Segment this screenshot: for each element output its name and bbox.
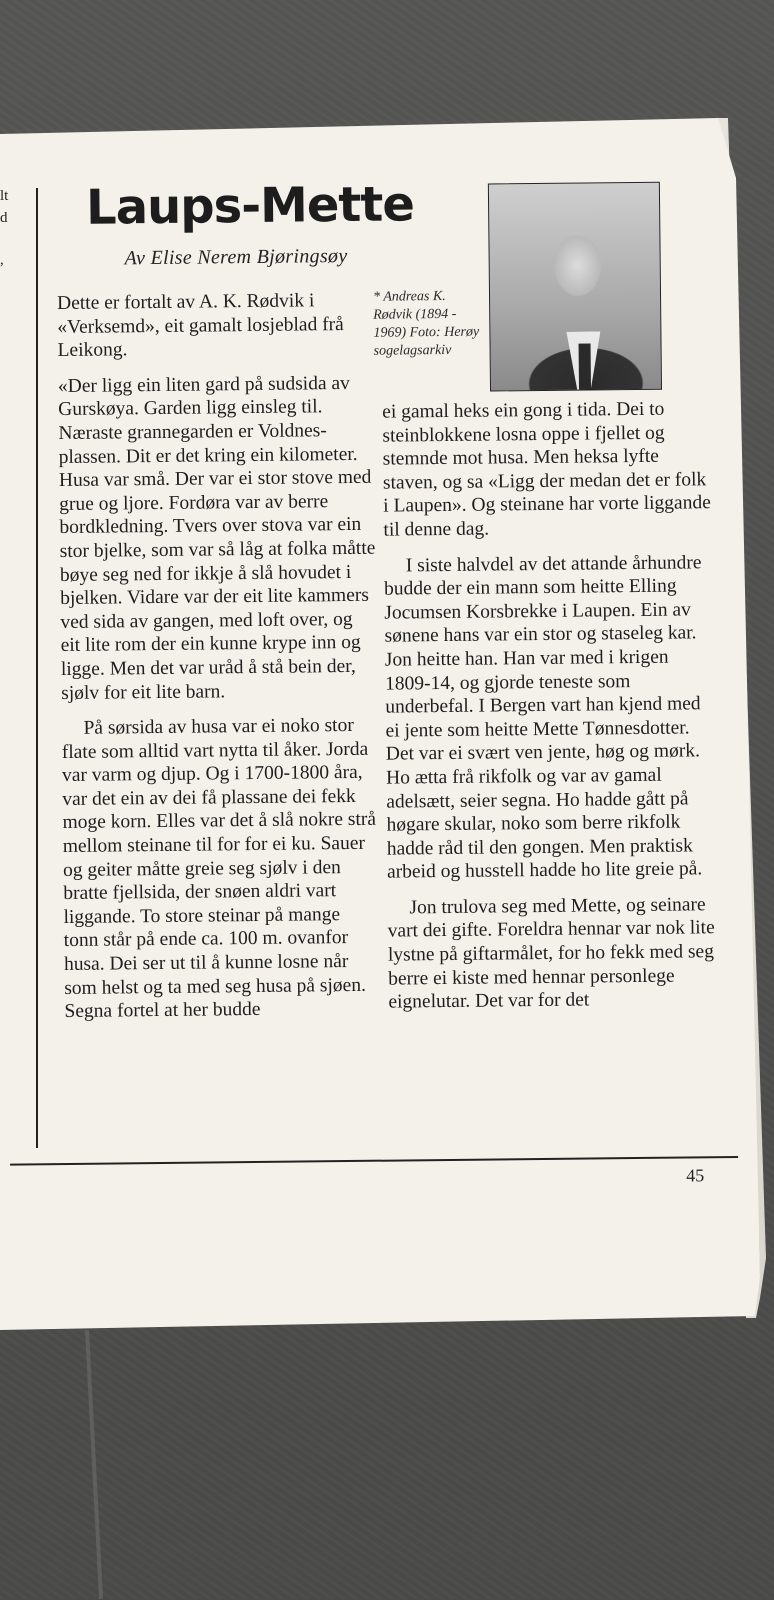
portrait-photo [488,182,662,392]
paragraph: Jon trulova seg med Mette, og seinare vart dei gifte. Foreldra hennar var nok lite lystne på giftarmålet, for ho fekk med seg berre ei kiste med hennar personlege eignelutar. Det var for det [387,894,715,1013]
text-column-1 [57,289,381,1036]
facing-page-line: , [0,252,4,268]
paragraph: I siste halvdel av det attande århundre budde der ein mann som heitte Elling Jocumsen Korsbrekke i Laupen. Ein av sønene hans var ein stor og staseleg kar. Jon heitte han. Han var med i krigen 1809-14, og gjorde teneste som underbefal. I Bergen vart han kjend med ei jente som heitte Mette Tønnesdotter. Det var ei svært ven jente, høg og mørk. Ho ætta frå rikfolk og var av gamal adelsætt, seier segna. Ho hadde gått på høgare skular, noko som berre rikfolk hadde råd til den gongen. Men praktisk arbeid og husstell hadde ho lite greie på. [383,551,703,883]
necktie [579,343,591,389]
paragraph: ei gamal heks ein gong i tida. Dei to steinblokkene losna oppe i fjellet og stemnde mot husa. Men heksa lyfte staven, og sa «Ligg der medan det er folk i Laupen». Og steinane har vorte liggande til denne dag. [382,398,711,541]
page-number: 45 [686,1165,705,1186]
footer-rule [10,1156,738,1166]
facing-page-line: d [0,210,8,226]
text-column-2 [382,397,719,1026]
paragraph: Dette er fortalt av A. K. Rødvik i «Verksemd», eit gamalt losjeblad frå Leikong. [56,290,344,362]
paragraph: På sørsida av husa var ei noko stor flate som alltid vart nytta til åker. Jorda var varm og djup. Og i 1700-1800 åra, var det ein av dei få plassane dei fekk moge korn. Elles var det å slå nokre strå mellom steinane til for for ei ku. Sauer og geiter måtte greie seg sjølv i den bratte fjellsida, der snøen aldri vart liggande. To store steinar på mange tonn står på ende ca. 100 m. ovanfor husa. Dei ser ut til å kunne losne når som helst og ta med seg husa på sjøen. Segna fortel at her budde [61,715,377,1023]
article-title: Laups-Mette [85,176,415,236]
photo-caption: * Andreas K. Rødvik (1894 - 1969) Foto: Herøy sogelagsarkiv [372,288,480,359]
facing-page-line: lt [0,188,9,204]
paragraph: «Der ligg ein liten gard på sudsida av Gurskøya. Garden ligg einsleg til. Næraste grannegarden er Voldnes-plassen. Dit er det kring ein kilometer. Husa var små. Der var ei stor stove med grue og ljore. Fordøra var av berre bordkledning. Tvers over stova var ein stor bjelke, som var så låg at folka måtte bøye seg ned for ikkje å slå hovudet i bjelken. Vidare var der eit lite kammers ved sida av gangen, med loft over, og eit lite rom der ein kunne krype inn og ligge. Men det var uråd å stå bein der, sjølv for eit lite barn. [57,372,376,704]
article-byline: Av Elise Nerem Bjøringsøy [124,244,348,270]
